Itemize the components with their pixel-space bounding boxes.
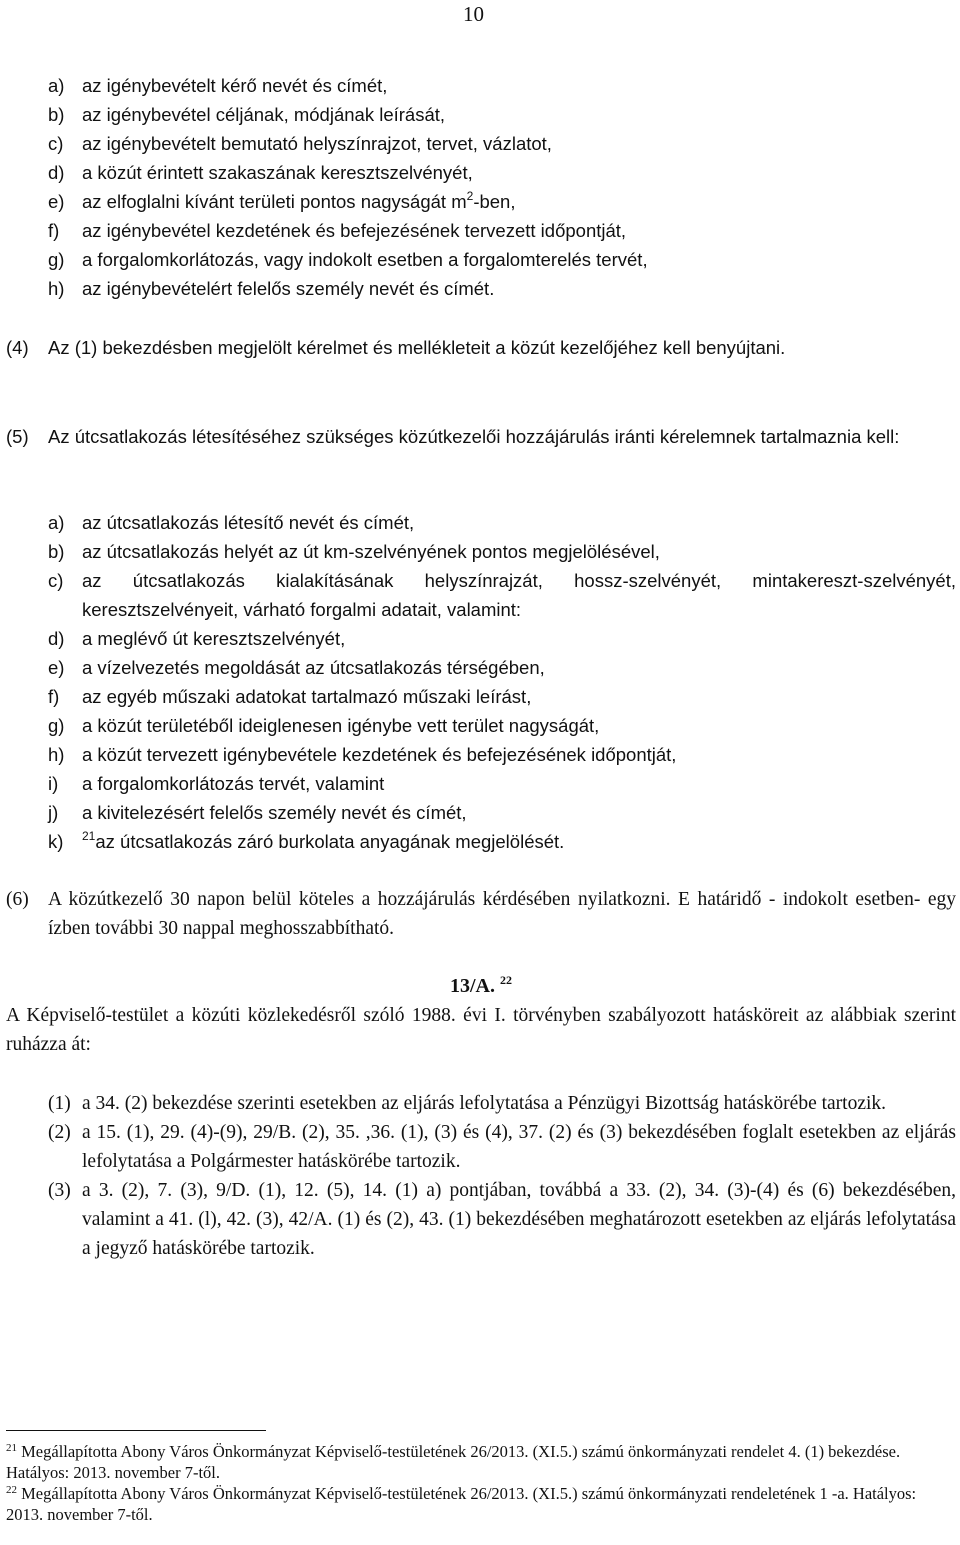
list-item (6, 682, 956, 711)
item-marker: b) (48, 104, 65, 125)
item-text: az igénybevétel céljának, módjának leírását, (82, 104, 446, 125)
item-text: az elfoglalni kívánt területi pontos nagyságát m (82, 191, 467, 212)
item-text: az igénybevételt bemutató helyszínrajzot, tervet, vázlatot, (82, 133, 552, 154)
item-marker: h) (48, 744, 65, 765)
item-marker: d) (48, 162, 65, 183)
item-text-suffix: -ben, (473, 191, 516, 212)
page-number: 10 (463, 2, 484, 26)
paragraph-text: Az útcsatlakozás létesítéséhez szükséges közútkezelői hozzájárulás iránti kérelemnek tartalmaznia kell: (48, 426, 900, 447)
section-13a-items (6, 1089, 956, 1263)
list-item (6, 158, 956, 187)
list-item (6, 769, 956, 798)
paragraph-marker: (6) (6, 889, 29, 910)
list-requirements-1 (6, 71, 956, 303)
list-requirements-2 (6, 508, 956, 856)
paragraph-5 (6, 422, 956, 451)
item-marker: (2) (48, 1122, 71, 1143)
item-text: az igénybevételt kérő nevét és címét, (82, 75, 388, 96)
footnote-number: 21 (6, 1442, 17, 1454)
item-marker: (1) (48, 1093, 71, 1114)
item-text: a 34. (2) bekezdése szerinti esetekben az eljárás lefolytatása a Pénzügyi Bizottság hatáskörébe tartozik. (82, 1093, 887, 1114)
item-text: a vízelvezetés megoldását az útcsatlakozás térségében, (82, 657, 545, 678)
paragraph-6 (6, 885, 956, 943)
item-marker: h) (48, 278, 65, 299)
footnote-number: 22 (6, 1484, 17, 1496)
item-marker: g) (48, 715, 65, 736)
footnote (6, 1441, 956, 1483)
item-text: a meglévő út keresztszelvényét, (82, 628, 346, 649)
item-marker: k) (48, 831, 64, 852)
paragraph-text: Az (1) bekezdésben megjelölt kérelmet és mellékleteit a közút kezelőjéhez kell benyújtani. (48, 337, 786, 358)
footnote-separator (6, 1430, 266, 1431)
paragraph-marker: (4) (6, 337, 29, 358)
item-text: az útcsatlakozás helyét az út km-szelvényének pontos megjelölésével, (82, 541, 660, 562)
item-text: az egyéb műszaki adatokat tartalmazó műszaki leírást, (82, 686, 532, 707)
footnote-text: Megállapította Abony Város Önkormányzat Képviselő-testületének 26/2013. (XI.5.) számú önkormányzati rendeletének 1 -a. Hatályos: 2013. november 7-től. (6, 1484, 917, 1524)
list-item (6, 1176, 956, 1263)
item-marker: a) (48, 75, 65, 96)
list-item (6, 274, 956, 303)
item-marker: i) (48, 773, 59, 794)
item-marker: b) (48, 541, 65, 562)
footnote (6, 1483, 956, 1525)
item-text: a 3. (2), 7. (3), 9/D. (1), 12. (5), 14. (1) a) pontjában, továbbá a 33. (2), 34. (3)-(4) és (6) bekezdésében, valamint a 41. (l), 42. (3), 42/A. (1) és (2), 43. (1) bekezdésében meghatározott esetekben az eljárás lefolytatása a jegyző hatáskörébe tartozik. (82, 1180, 956, 1259)
item-marker: f) (48, 220, 60, 241)
list-item (6, 71, 956, 100)
list-item (6, 711, 956, 740)
section-intro: A Képviselő-testület a közúti közlekedésről szóló 1988. évi I. törvényben szabályozott hatásköreit az alábbiak szerint ruházza át: (6, 1005, 956, 1055)
list-item (6, 740, 956, 769)
list-item (6, 187, 956, 216)
item-text: a forgalomkorlátozás tervét, valamint (82, 773, 385, 794)
list-item (6, 508, 956, 537)
list-item (6, 216, 956, 245)
item-marker: d) (48, 628, 65, 649)
item-text: a közút érintett szakaszának keresztszelvényét, (82, 162, 473, 183)
list-item (6, 129, 956, 158)
item-text: az útcsatlakozás létesítő nevét és címét, (82, 512, 415, 533)
list-item (6, 1118, 956, 1176)
list-item (6, 1089, 956, 1118)
paragraph-marker: (5) (6, 426, 29, 447)
item-marker: e) (48, 191, 65, 212)
footnotes (6, 1441, 956, 1525)
list-item (6, 653, 956, 682)
section-13a (6, 972, 956, 1059)
item-text: az útcsatlakozás kialakításának helyszínrajzát, hossz-szelvényét, mintakereszt-szelvényét, keresztszelvényeit, várható forgalmi adatait, valamint: (82, 570, 956, 620)
list-item (6, 798, 956, 827)
list-item (6, 624, 956, 653)
list-item (6, 566, 956, 624)
item-text: a közút tervezett igénybevétele kezdetének és befejezésének időpontját, (82, 744, 677, 765)
section-title (6, 972, 956, 1001)
footnote-reference: 21 (82, 829, 96, 843)
item-text: az útcsatlakozás záró burkolata anyagának megjelölését. (95, 831, 565, 852)
item-text: a forgalomkorlátozás, vagy indokolt esetben a forgalomterelés tervét, (82, 249, 648, 270)
list-item (6, 100, 956, 129)
footnote-text: Megállapította Abony Város Önkormányzat Képviselő-testületének 26/2013. (XI.5.) számú önkormányzati rendelet 4. (1) bekezdése. Hatályos: 2013. november 7-től. (6, 1442, 901, 1482)
item-marker: j) (48, 802, 59, 823)
item-text: a kivitelezésért felelős személy nevét és címét, (82, 802, 467, 823)
item-marker: e) (48, 657, 65, 678)
list-item (6, 827, 956, 856)
paragraph-text: A közútkezelő 30 napon belül köteles a hozzájárulás kérdésében nyilatkozni. E határidő - indokolt esetben- egy ízben további 30 nappal meghosszabbítható. (48, 889, 956, 939)
item-marker: c) (48, 133, 64, 154)
superscript: 2 (466, 189, 474, 203)
item-marker: a) (48, 512, 65, 533)
item-text: a közút területéből ideiglenesen igénybe vett terület nagyságát, (82, 715, 600, 736)
item-text: a 15. (1), 29. (4)-(9), 29/B. (2), 35. ,36. (1), (3) és (4), 37. (2) és (3) bekezdésében foglalt esetekben az eljárás lefolytatása a Polgármester hatáskörébe tartozik. (82, 1122, 956, 1172)
item-marker: (3) (48, 1180, 71, 1201)
item-marker: f) (48, 686, 60, 707)
list-item (6, 245, 956, 274)
item-marker: g) (48, 249, 65, 270)
item-text: az igénybevételért felelős személy nevét és címét. (82, 278, 495, 299)
footnote-reference: 22 (500, 973, 512, 987)
list-item (6, 537, 956, 566)
paragraph-4 (6, 333, 956, 362)
section-title-text: 13/A. (450, 975, 495, 997)
item-marker: c) (48, 570, 64, 591)
item-text: az igénybevétel kezdetének és befejezésének tervezett időpontját, (82, 220, 627, 241)
